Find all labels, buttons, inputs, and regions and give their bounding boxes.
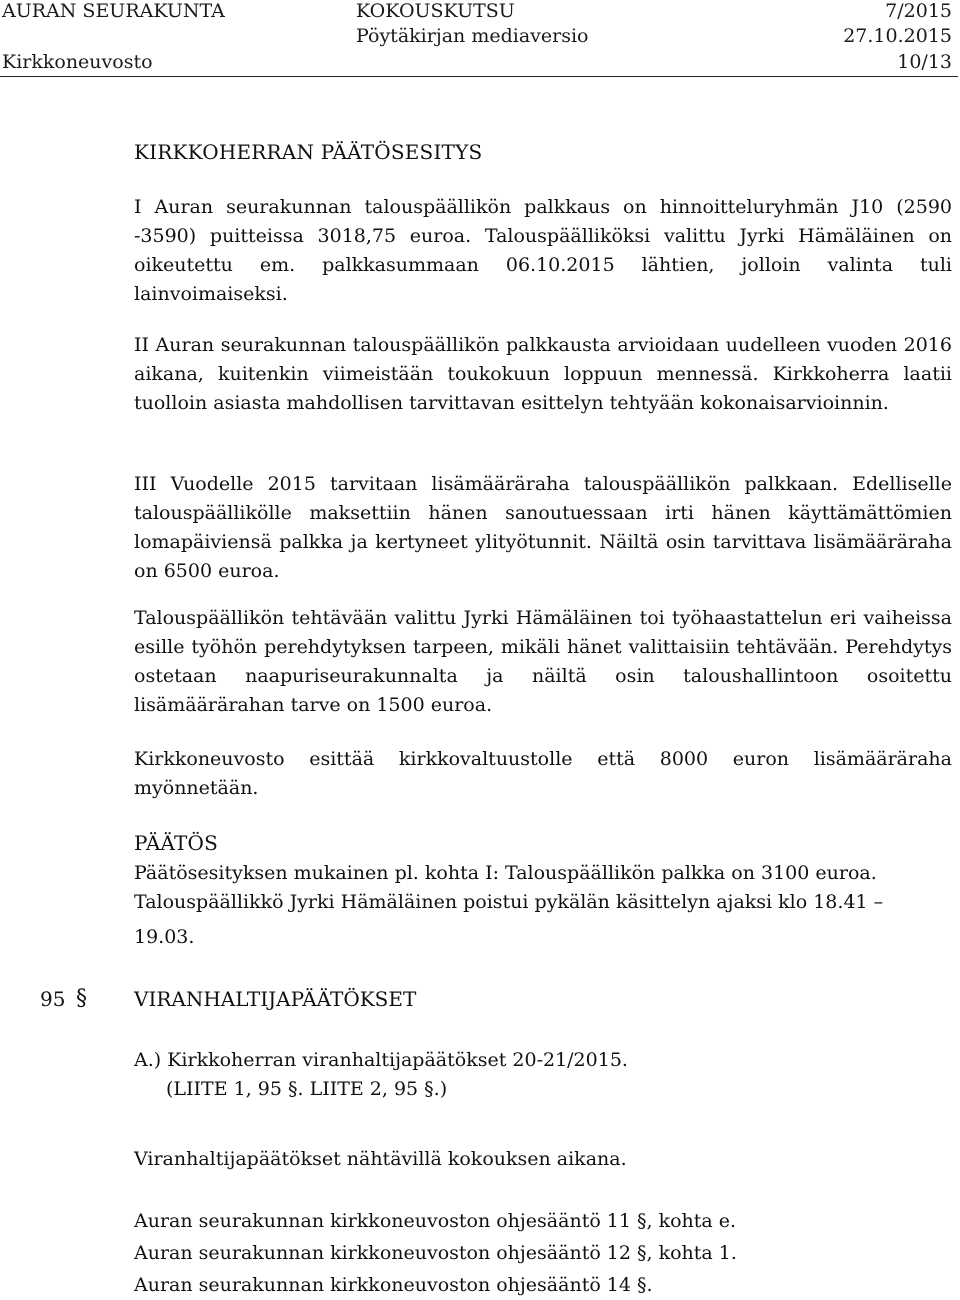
rule-reference-2: Auran seurakunnan kirkkoneuvoston ohjesääntö 12 §, kohta 1. [134,1242,737,1264]
official-decisions-item: A.) Kirkkoherran viranhaltijapäätökset 20-21/2015. [134,1049,628,1071]
paragraph-text: Talouspäällikön tehtävään valittu Jyrki Hämäläinen toi työhaastattelun eri vaiheissa esille työhön perehdytyksen tarpeen, mikäli hänet valittaisiin tehtävään. Perehdytys ostetaan naapuriseurakunnalta ja näiltä osin taloushallintoon osoitettu lisämäärärahan tarve on 1500 euroa. [134,607,952,716]
rule-reference-3: Auran seurakunnan kirkkoneuvoston ohjesääntö 14 §. [134,1274,653,1296]
paragraph-text: I Auran seurakunnan talouspäällikön palkkaus on hinnoitteluryhmän J10 (2590 -3590) puitteissa 3018,75 euroa. Talouspäälliköksi valittu Jyrki Hämäläinen on oikeutettu em. palkkasummaan 06.10.2015 lähtien, jolloin valinta tuli lainvoimaiseksi. [134,196,952,305]
proposal-paragraph-2 [134,331,952,418]
paragraph-text: Kirkkoneuvosto esittää kirkkovaltuustolle että 8000 euron lisämääräraha myönnetään. [134,748,952,799]
meeting-number: 7/2015 [885,0,952,22]
header-row-2 [0,22,952,50]
proposal-heading: KIRKKOHERRAN PÄÄTÖSESITYS [134,140,483,164]
proposal-paragraph-1 [134,193,952,309]
document-type: KOKOUSKUTSU [356,0,515,22]
organization-name: AURAN SEURAKUNTA [2,0,225,22]
paragraph-text: III Vuodelle 2015 tarvitaan lisämääräraha talouspäällikön palkkaan. Edelliselle talouspäällikölle maksettiin hänen sanoutuessaan irti hänen käyttämättömien lomapäiviensä palkka ja kertyneet ylityötunnit. Näiltä osin tarvittava lisämääräraha on 6500 euroa. [134,473,952,582]
decision-line-3: 19.03. [134,926,195,948]
availability-note [134,1145,952,1174]
attachments-reference: (LIITE 1, 95 §. LIITE 2, 95 §.) [166,1078,448,1100]
proposal-paragraph-4 [134,604,952,720]
decision-line-2: Talouspäällikkö Jyrki Hämäläinen poistui pykälän käsittelyn ajaksi klo 18.41 – [134,891,884,913]
meeting-date: 27.10.2015 [843,25,952,47]
section-number: 95 [40,987,66,1011]
availability-text: Viranhaltijapäätökset nähtävillä kokouksen aikana. [134,1148,627,1170]
decision-text [134,859,952,952]
body-name: Kirkkoneuvosto [2,51,153,73]
proposal-paragraph-5 [134,745,952,803]
proposal-paragraph-3 [134,470,952,586]
header-row-3 [0,48,952,76]
page-header [0,0,958,77]
paragraph-text: II Auran seurakunnan talouspäällikön palkkausta arvioidaan uudelleen vuoden 2016 aikana, kuitenkin viimeistään toukokuun loppuun mennessä. Kirkkoherra laatii tuolloin asiasta mahdollisen tarvittavan esittelyn tehtyään kokonaisarvioinnin. [134,334,952,414]
decision-line-1: Päätösesityksen mukainen pl. kohta I: Talouspäällikön palkka on 3100 euroa. [134,862,877,884]
document-version: Pöytäkirjan mediaversio [356,25,589,47]
page-number: 10/13 [897,51,952,73]
rule-reference-1: Auran seurakunnan kirkkoneuvoston ohjesääntö 11 §, kohta e. [134,1210,737,1232]
section-sign: § [76,986,87,1011]
section-title: VIRANHALTIJAPÄÄTÖKSET [134,987,417,1011]
decision-heading: PÄÄTÖS [134,831,219,855]
section-95-content [134,1046,952,1104]
rules-references [134,1207,952,1300]
